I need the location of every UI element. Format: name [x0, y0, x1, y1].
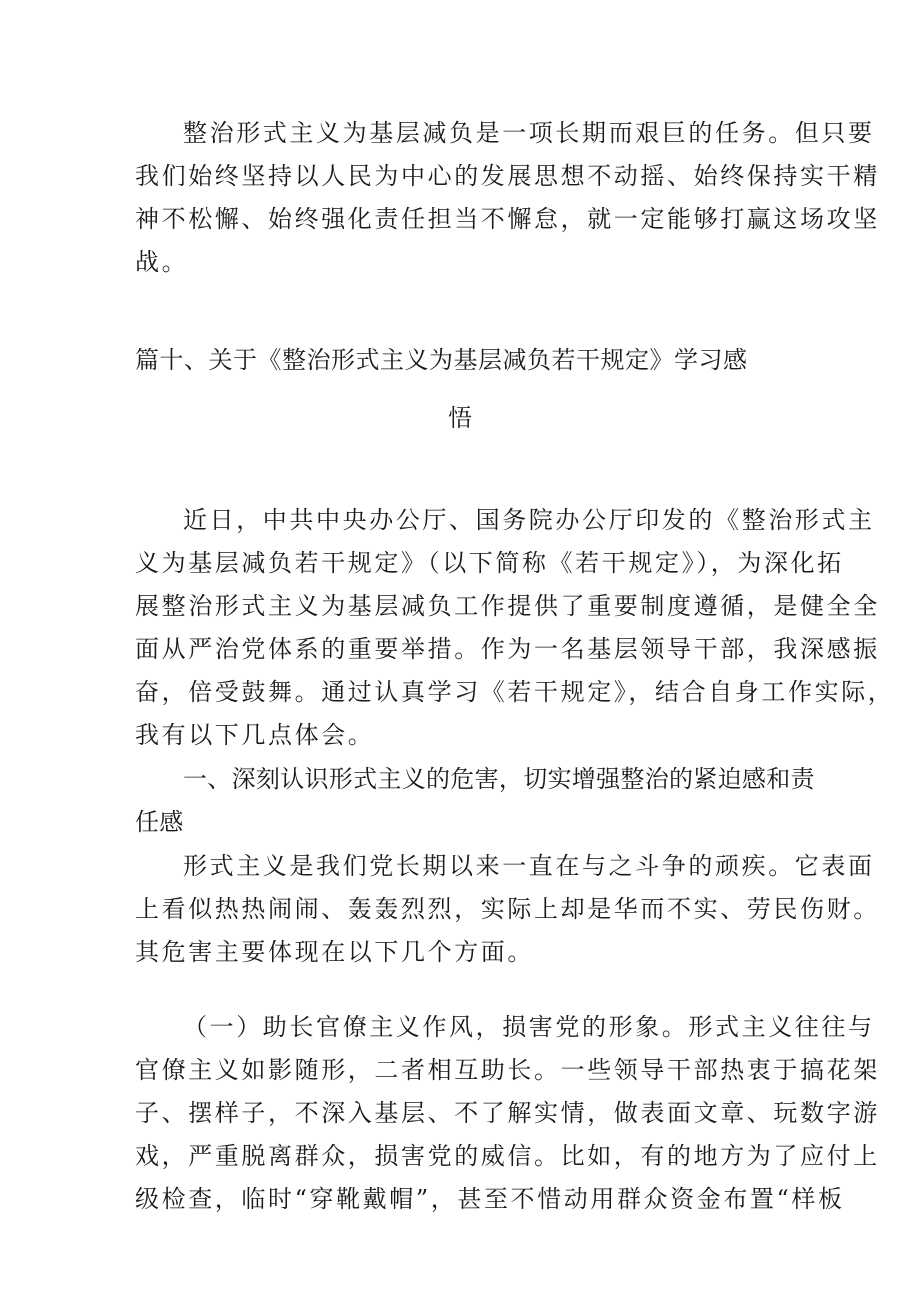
opening-line-3: 展整治形式主义为基层减负工作提供了重要制度遵循，是健全全: [135, 592, 880, 620]
subsection-line-3: 子、摆样子，不深入基层、不了解实情，做表面文章、玩数字游: [135, 1099, 880, 1127]
subsection-line-1: （一）助长官僚主义作风，损害党的形象。形式主义往往与: [183, 1013, 875, 1041]
section-one-heading-line-2: 任感: [135, 808, 184, 836]
opening-line-6: 我有以下几点体会。: [135, 721, 375, 749]
section-one-line-2: 上看似热热闹闹、轰轰烈烈，实际上却是华而不实、劳民伤财。: [135, 895, 880, 923]
opening-line-4: 面从严治党体系的重要举措。作为一名基层领导干部，我深感振: [135, 635, 880, 663]
section-one-heading-line-1: 一、深刻认识形式主义的危害，切实增强整治的紧迫感和责: [183, 765, 815, 793]
opening-line-5: 奋，倍受鼓舞。通过认真学习《若干规定》，结合自身工作实际，: [135, 678, 895, 706]
section-one-line-1: 形式主义是我们党长期以来一直在与之斗争的顽疾。它表面: [183, 852, 875, 880]
article-title-line-2: 悟: [448, 404, 472, 432]
subsection-line-4: 戏，严重脱离群众，损害党的威信。比如，有的地方为了应付上: [135, 1142, 880, 1170]
subsection-line-2: 官僚主义如影随形，二者相互助长。一些领导干部热衷于搞花架: [135, 1056, 880, 1084]
opening-line-2: 义为基层减负若干规定》（以下简称《若干规定》），为深化拓: [135, 549, 844, 577]
intro-line-2: 我们始终坚持以人民为中心的发展思想不动摇、始终保持实干精: [135, 162, 880, 190]
intro-line-4: 战。: [135, 248, 189, 276]
intro-line-3: 神不松懈、始终强化责任担当不懈怠，就一定能够打赢这场攻坚: [135, 205, 880, 233]
opening-line-1: 近日，中共中央办公厅、国务院办公厅印发的《整治形式主: [183, 506, 875, 534]
intro-line-1: 整治形式主义为基层减负是一项长期而艰巨的任务。但只要: [183, 119, 875, 147]
section-one-line-3: 其危害主要体现在以下几个方面。: [135, 938, 534, 966]
subsection-line-5: 级检查，临时“穿靴戴帽”，甚至不惜动用群众资金布置“样板: [135, 1185, 845, 1213]
article-title-line-1: 篇十、关于《整治形式主义为基层减负若干规定》学习感: [135, 346, 748, 374]
